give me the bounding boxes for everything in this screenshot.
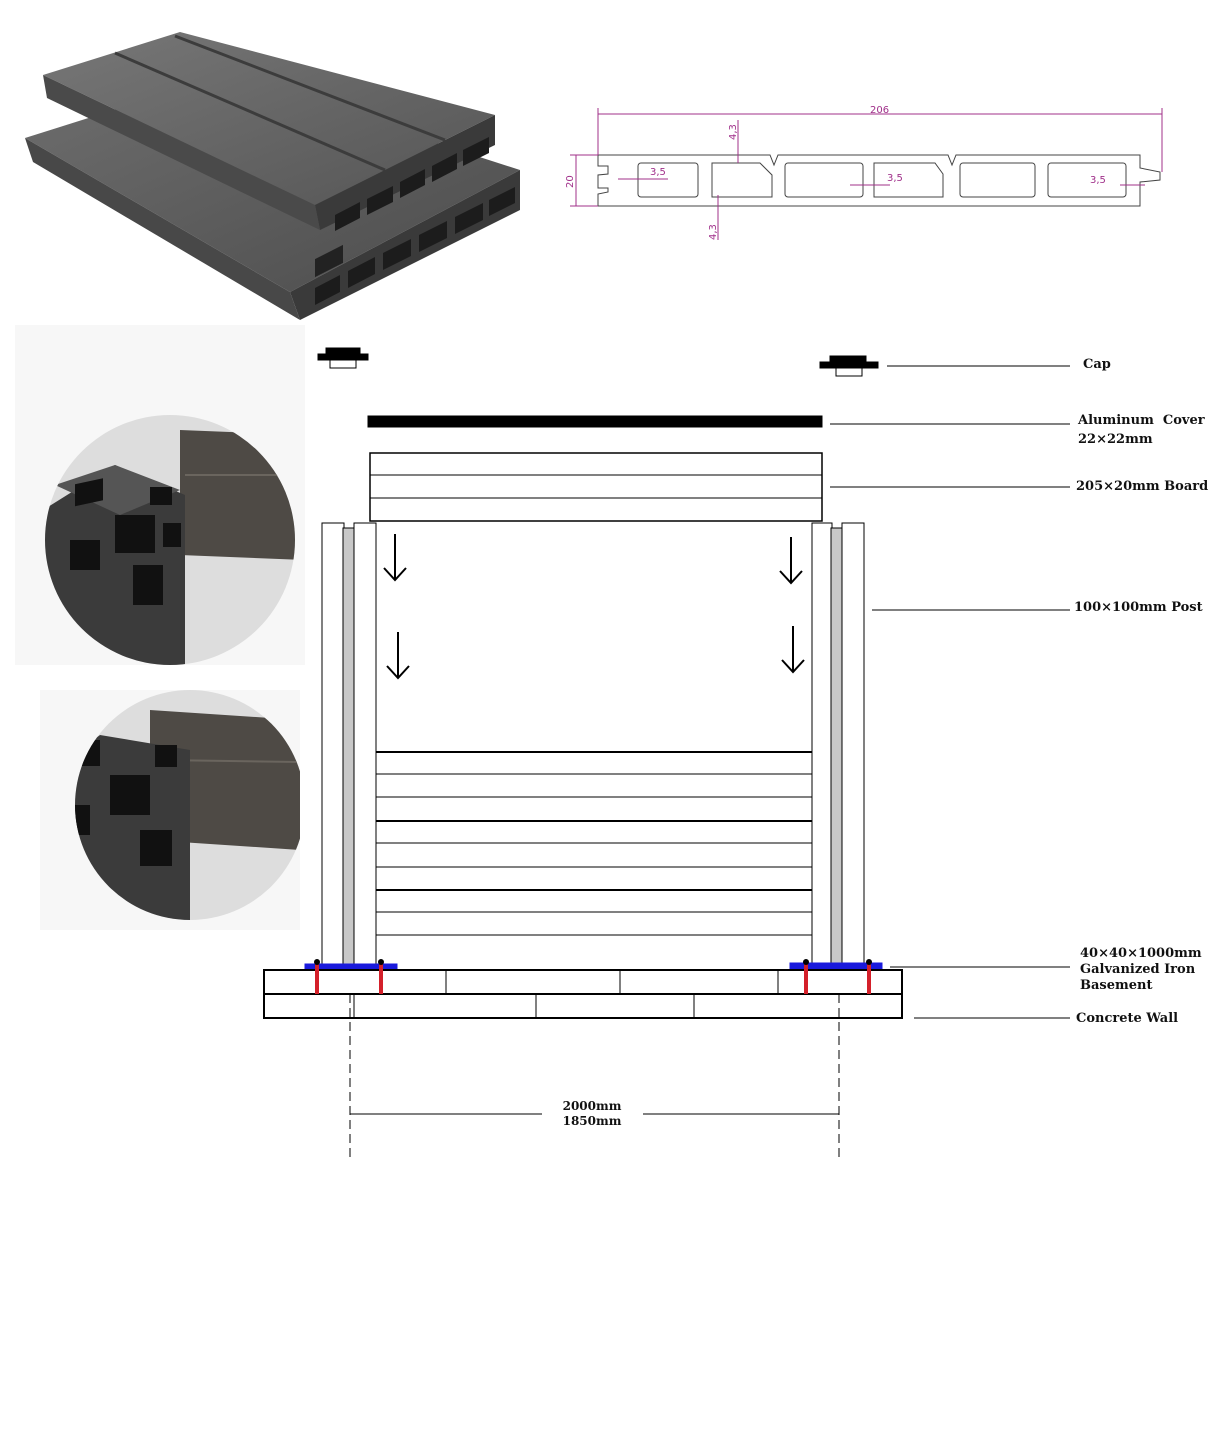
profile-wall-right-dim: 3,5: [1090, 175, 1106, 186]
label-basement: 40×40×1000mm Galvanized Iron Basement: [1080, 946, 1202, 993]
profile-height-dim: 20: [565, 175, 576, 188]
label-aluminum-cover: Aluminum Cover 22×22mm: [1078, 413, 1205, 447]
profile-web-bottom-dim: 4,3: [708, 224, 719, 240]
arrow-down-icon: [780, 624, 806, 676]
label-cap: Cap: [1083, 357, 1111, 372]
arrow-down-icon: [382, 532, 408, 584]
span-inner-dim: 1850mm: [562, 1114, 622, 1128]
arrow-down-icon: [385, 630, 411, 682]
label-concrete-wall: Concrete Wall: [1076, 1011, 1179, 1026]
label-board: 205×20mm Board: [1076, 479, 1209, 494]
label-post: 100×100mm Post: [1074, 600, 1203, 615]
profile-width-dim: 206: [870, 105, 890, 116]
arrow-down-icon: [778, 535, 804, 587]
profile-wall-left-dim: 3,5: [650, 167, 666, 178]
board-product-photo: [15, 20, 545, 330]
fence-assembly-drawing: [250, 330, 1170, 1210]
profile-wall-mid-dim: 3,5: [887, 173, 903, 184]
span-outer-dim: 2000mm: [562, 1099, 622, 1113]
cap-left: [318, 348, 368, 368]
cap-right: [820, 356, 878, 376]
profile-web-top-dim: 4,3: [728, 124, 739, 140]
